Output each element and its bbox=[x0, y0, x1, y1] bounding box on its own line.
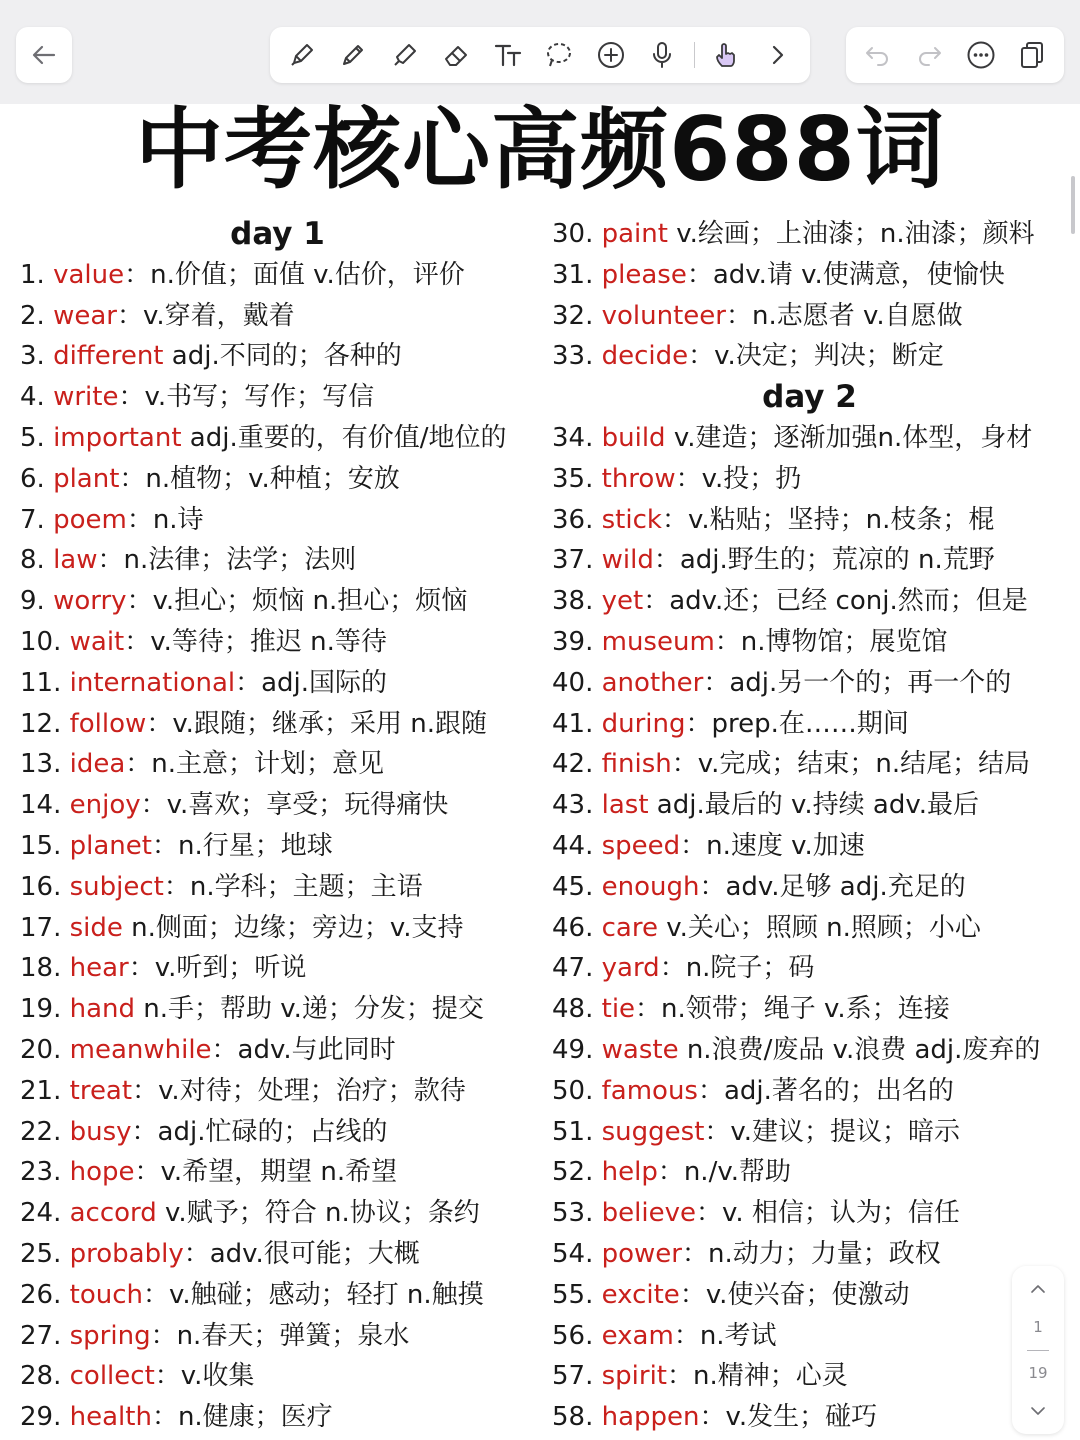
english-word: meanwhile bbox=[69, 1034, 212, 1065]
chinese-definition: ：v. 相信；认为；信任 bbox=[695, 1198, 960, 1229]
entry-number: 34. bbox=[552, 422, 602, 453]
chinese-definition: ：n.健康；医疗 bbox=[151, 1402, 333, 1433]
chevron-down-icon[interactable] bbox=[1023, 1396, 1053, 1426]
chinese-definition: ：adv.与此同时 bbox=[211, 1034, 396, 1065]
entry-number: 10. bbox=[20, 626, 70, 657]
english-word: yard bbox=[601, 953, 660, 984]
entry-number: 48. bbox=[552, 994, 602, 1025]
current-page-number: 1 bbox=[1033, 1317, 1043, 1336]
english-word: excite bbox=[601, 1279, 680, 1310]
highlighter-icon[interactable] bbox=[385, 35, 425, 75]
chinese-definition: ：v.希望，期望 n.希望 bbox=[134, 1157, 398, 1188]
vocab-entry bbox=[20, 948, 535, 989]
chinese-definition: ：adv.很可能；大概 bbox=[183, 1238, 420, 1269]
english-word: idea bbox=[69, 749, 126, 780]
chinese-definition: ：n.植物；v.种植；安放 bbox=[119, 463, 400, 494]
entry-number: 26. bbox=[20, 1279, 70, 1310]
english-word: build bbox=[601, 422, 666, 453]
day-heading: day 2 bbox=[762, 379, 857, 416]
english-word: suggest bbox=[601, 1116, 705, 1147]
english-word: worry bbox=[53, 586, 127, 617]
vocab-entry bbox=[552, 1030, 1067, 1071]
chevron-up-icon[interactable] bbox=[1023, 1274, 1053, 1304]
english-word: believe bbox=[601, 1198, 696, 1229]
chinese-definition: ：adv.还；已经 conj.然而；但是 bbox=[643, 586, 1028, 617]
vocab-entry bbox=[20, 1397, 535, 1438]
entry-number: 14. bbox=[20, 790, 70, 821]
vocab-entry bbox=[552, 1356, 1067, 1397]
vocab-entry bbox=[20, 1152, 535, 1193]
chinese-definition: ：prep.在……期间 bbox=[685, 708, 909, 739]
english-word: planet bbox=[69, 830, 152, 861]
pages-icon[interactable] bbox=[1012, 35, 1052, 75]
chinese-definition: ：n.法律；法学；法则 bbox=[97, 545, 357, 576]
tools-palette bbox=[270, 27, 810, 83]
entry-number: 55. bbox=[552, 1279, 602, 1310]
english-word: plant bbox=[53, 463, 120, 494]
entry-number: 31. bbox=[552, 259, 602, 290]
english-word: famous bbox=[601, 1075, 698, 1106]
entry-number: 15. bbox=[20, 830, 70, 861]
vocab-entry bbox=[20, 296, 535, 337]
english-word: international bbox=[69, 667, 236, 698]
chinese-definition: ：adj.野生的；荒凉的 n.荒野 bbox=[653, 545, 995, 576]
vocab-entry bbox=[552, 459, 1067, 500]
entry-number: 19. bbox=[20, 994, 70, 1025]
english-word: probably bbox=[69, 1238, 184, 1269]
english-word: help bbox=[601, 1157, 658, 1188]
entry-number: 38. bbox=[552, 586, 602, 617]
entry-number: 51. bbox=[552, 1116, 602, 1147]
chinese-definition: ：v.等待；推迟 n.等待 bbox=[124, 626, 387, 657]
english-word: volunteer bbox=[601, 300, 726, 331]
entry-number: 20. bbox=[20, 1034, 70, 1065]
entry-number: 12. bbox=[20, 708, 70, 739]
english-word: hand bbox=[69, 994, 136, 1025]
chinese-definition: ：n.价值；面值 v.估价，评价 bbox=[124, 259, 465, 290]
vocab-entry bbox=[552, 948, 1067, 989]
chinese-definition: ：adj.著名的；出名的 bbox=[697, 1075, 954, 1106]
lasso-icon[interactable] bbox=[539, 35, 579, 75]
entry-number: 36. bbox=[552, 504, 602, 535]
eraser-icon[interactable] bbox=[436, 35, 476, 75]
entry-number: 21. bbox=[20, 1075, 70, 1106]
chinese-definition: ：adv.请 v.使满意，使愉快 bbox=[686, 259, 1005, 290]
english-word: poem bbox=[53, 504, 127, 535]
chinese-definition: ：n.动力；力量；政权 bbox=[682, 1238, 941, 1269]
entry-number: 35. bbox=[552, 463, 602, 494]
chinese-definition: ：adj.忙碌的；占线的 bbox=[131, 1116, 388, 1147]
english-word: write bbox=[53, 382, 119, 413]
entry-number: 9. bbox=[20, 586, 54, 617]
entry-number: 2. bbox=[20, 300, 54, 331]
entry-number: 7. bbox=[20, 504, 54, 535]
entry-number: 52. bbox=[552, 1157, 602, 1188]
chinese-definition: ：n.速度 v.加速 bbox=[680, 830, 865, 861]
english-word: different bbox=[53, 341, 164, 372]
english-word: yet bbox=[601, 586, 644, 617]
vocab-entry bbox=[552, 500, 1067, 541]
english-word: follow bbox=[69, 708, 147, 739]
entry-number: 37. bbox=[552, 545, 602, 576]
more-icon[interactable] bbox=[961, 35, 1001, 75]
entry-number: 56. bbox=[552, 1320, 602, 1351]
vocab-entry bbox=[20, 1234, 535, 1275]
vocab-entry bbox=[552, 826, 1067, 867]
chinese-definition: ：v.决定；判决；断定 bbox=[688, 341, 944, 372]
vocab-entry bbox=[20, 459, 535, 500]
entry-number: 50. bbox=[552, 1075, 602, 1106]
entry-number: 43. bbox=[552, 790, 602, 821]
vocab-entry bbox=[552, 744, 1067, 785]
english-word: tie bbox=[601, 994, 636, 1025]
chinese-definition: adj.重要的，有价值/地位的 bbox=[181, 422, 507, 453]
chinese-definition: ：v.听到；听说 bbox=[128, 953, 307, 984]
vocab-entry bbox=[552, 704, 1067, 745]
vocab-entry bbox=[20, 500, 535, 541]
entry-number: 32. bbox=[552, 300, 602, 331]
page-divider bbox=[1027, 1350, 1049, 1351]
vocab-entry bbox=[552, 214, 1067, 255]
vocab-entry bbox=[552, 581, 1067, 622]
english-word: spring bbox=[69, 1320, 151, 1351]
vocab-entry bbox=[552, 1071, 1067, 1112]
english-word: stick bbox=[601, 504, 662, 535]
chinese-definition: ：n.诗 bbox=[126, 504, 204, 535]
english-word: another bbox=[601, 667, 704, 698]
english-word: waste bbox=[601, 1034, 679, 1065]
vocab-entry bbox=[20, 377, 535, 418]
vocab-entry bbox=[20, 418, 535, 459]
english-word: happen bbox=[601, 1402, 700, 1433]
chinese-definition: ：v.发生；碰巧 bbox=[699, 1402, 878, 1433]
chinese-definition: ：adj.国际的 bbox=[235, 667, 388, 698]
vocab-entry bbox=[20, 908, 535, 949]
entry-number: 45. bbox=[552, 871, 602, 902]
entry-number: 28. bbox=[20, 1361, 70, 1392]
vocab-entry bbox=[552, 908, 1067, 949]
chinese-definition: ：v.书写；写作；写信 bbox=[118, 382, 375, 413]
entry-number: 16. bbox=[20, 871, 70, 902]
chinese-definition: ：v.触碰；感动；轻打 n.触摸 bbox=[142, 1279, 484, 1310]
chinese-definition: ：v.对待；处理；治疗；款待 bbox=[132, 1075, 466, 1106]
vocab-entry bbox=[20, 1071, 535, 1112]
english-word: collect bbox=[69, 1361, 155, 1392]
entry-number: 18. bbox=[20, 953, 70, 984]
entry-number: 53. bbox=[552, 1198, 602, 1229]
english-word: busy bbox=[69, 1116, 132, 1147]
entry-number: 11. bbox=[20, 667, 70, 698]
vocab-entry bbox=[552, 1152, 1067, 1193]
vocab-entry bbox=[552, 296, 1067, 337]
page-navigator bbox=[1012, 1266, 1064, 1434]
english-word: power bbox=[601, 1238, 682, 1269]
entry-number: 40. bbox=[552, 667, 602, 698]
vocab-entry bbox=[552, 785, 1067, 826]
top-toolbar bbox=[0, 0, 1080, 104]
chinese-definition: ：v.担心；烦恼 n.担心；烦恼 bbox=[126, 586, 468, 617]
entry-number: 13. bbox=[20, 749, 70, 780]
english-word: spirit bbox=[601, 1361, 668, 1392]
entry-number: 30. bbox=[552, 219, 602, 249]
vocab-entry bbox=[20, 989, 535, 1030]
english-word: enough bbox=[601, 871, 700, 902]
hand-pointer-icon[interactable] bbox=[707, 35, 747, 75]
chinese-definition: ：n.院子；码 bbox=[659, 953, 815, 984]
entry-number: 6. bbox=[20, 463, 54, 494]
english-word: care bbox=[601, 912, 658, 943]
right-word-column bbox=[552, 214, 1067, 1438]
english-word: treat bbox=[69, 1075, 133, 1106]
chinese-definition: n.手；帮助 v.递；分发；提交 bbox=[135, 994, 484, 1025]
english-word: health bbox=[69, 1402, 152, 1433]
english-word: hear bbox=[69, 953, 129, 984]
chinese-definition: ：v.收集 bbox=[154, 1361, 255, 1392]
pencil-icon[interactable] bbox=[333, 35, 373, 75]
entry-number: 25. bbox=[20, 1238, 70, 1269]
english-word: wait bbox=[69, 626, 125, 657]
chinese-definition: ：n./v.帮助 bbox=[657, 1157, 791, 1188]
english-word: value bbox=[53, 259, 125, 290]
english-word: hope bbox=[69, 1157, 135, 1188]
entry-number: 57. bbox=[552, 1361, 602, 1392]
vocab-entry bbox=[20, 1356, 535, 1397]
english-word: accord bbox=[69, 1198, 157, 1229]
entry-number: 23. bbox=[20, 1157, 70, 1188]
left-word-column bbox=[20, 214, 535, 1438]
entry-number: 22. bbox=[20, 1116, 70, 1147]
chinese-definition: ：v.喜欢；享受；玩得痛快 bbox=[140, 790, 449, 821]
english-word: last bbox=[601, 790, 649, 821]
vocab-entry bbox=[20, 704, 535, 745]
chinese-definition: ：v.穿着，戴着 bbox=[116, 300, 295, 331]
chinese-definition: v.建造；逐渐加强n.体型，身材 bbox=[665, 422, 1033, 453]
back-button[interactable] bbox=[16, 27, 72, 83]
entry-number: 17. bbox=[20, 912, 70, 943]
undo-icon[interactable] bbox=[858, 35, 898, 75]
history-actions bbox=[846, 27, 1064, 83]
vocab-entry bbox=[20, 663, 535, 704]
vocab-entry bbox=[552, 989, 1067, 1030]
vocab-entry bbox=[552, 418, 1067, 459]
vocab-entry bbox=[20, 581, 535, 622]
chinese-definition: ：n.领带；绳子 v.系；连接 bbox=[635, 994, 950, 1025]
chinese-definition: ：n.行星；地球 bbox=[151, 830, 333, 861]
chinese-definition: n.浪费/废品 v.浪费 adj.废弃的 bbox=[678, 1034, 1041, 1065]
chinese-definition: ：adj.另一个的；再一个的 bbox=[703, 667, 1012, 698]
english-word: museum bbox=[601, 626, 715, 657]
entry-number: 24. bbox=[20, 1198, 70, 1229]
vocab-entry bbox=[552, 867, 1067, 908]
entry-number: 3. bbox=[20, 341, 54, 372]
page-title: 中考核心高频688词 bbox=[135, 98, 945, 201]
entry-number: 8. bbox=[20, 545, 54, 576]
vocab-entry bbox=[20, 1316, 535, 1357]
entry-number: 58. bbox=[552, 1402, 602, 1433]
vocab-entry bbox=[552, 540, 1067, 581]
english-word: speed bbox=[601, 830, 681, 861]
chinese-definition: ：v.建议；提议；暗示 bbox=[704, 1116, 961, 1147]
chinese-definition: v.赋予；符合 n.协议；条约 bbox=[156, 1198, 480, 1229]
chinese-definition: ：v.跟随；继承；采用 n.跟随 bbox=[146, 708, 487, 739]
vocab-entry bbox=[552, 1193, 1067, 1234]
chinese-definition: ：n.考试 bbox=[673, 1320, 777, 1351]
vocab-entry bbox=[552, 1316, 1067, 1357]
vocab-entry bbox=[552, 663, 1067, 704]
vocab-entry bbox=[20, 336, 535, 377]
vocab-entry bbox=[20, 826, 535, 867]
chinese-definition: ：n.主意；计划；意见 bbox=[125, 749, 385, 780]
entry-number: 42. bbox=[552, 749, 602, 780]
english-word: side bbox=[69, 912, 123, 943]
english-word: wild bbox=[601, 545, 654, 576]
entry-number: 27. bbox=[20, 1320, 70, 1351]
microphone-icon[interactable] bbox=[642, 35, 682, 75]
vocab-entry bbox=[552, 1234, 1067, 1275]
vocab-entry bbox=[20, 1193, 535, 1234]
english-word: enjoy bbox=[69, 790, 141, 821]
vocab-entry bbox=[20, 255, 535, 296]
vocab-entry bbox=[20, 1275, 535, 1316]
toolbar-divider bbox=[694, 42, 695, 68]
vocab-entry bbox=[552, 1397, 1067, 1438]
entry-number: 54. bbox=[552, 1238, 602, 1269]
english-word: paint bbox=[601, 219, 668, 249]
text-icon[interactable] bbox=[488, 35, 528, 75]
chinese-definition: ：v.粘贴；坚持；n.枝条；棍 bbox=[661, 504, 995, 535]
vocab-entry bbox=[20, 540, 535, 581]
chinese-definition: ：n.博物馆；展览馆 bbox=[714, 626, 948, 657]
vocab-entry bbox=[20, 622, 535, 663]
chinese-definition: ：v.使兴奋；使激动 bbox=[679, 1279, 910, 1310]
english-word: wear bbox=[53, 300, 117, 331]
english-word: subject bbox=[69, 871, 164, 902]
english-word: during bbox=[601, 708, 686, 739]
chinese-definition: ：adv.足够 adj.充足的 bbox=[699, 871, 966, 902]
pen-icon[interactable] bbox=[282, 35, 322, 75]
vocab-entry bbox=[552, 1112, 1067, 1153]
redo-icon[interactable] bbox=[909, 35, 949, 75]
vocab-entry bbox=[20, 1030, 535, 1071]
entry-number: 47. bbox=[552, 953, 602, 984]
arrow-left-icon bbox=[24, 35, 64, 75]
entry-number: 49. bbox=[552, 1034, 602, 1065]
vocab-entry bbox=[552, 255, 1067, 296]
vocab-entry bbox=[552, 1275, 1067, 1316]
add-icon[interactable] bbox=[591, 35, 631, 75]
chevron-right-icon[interactable] bbox=[758, 35, 798, 75]
chinese-definition: ：v.投；扔 bbox=[675, 463, 802, 494]
entry-number: 1. bbox=[20, 259, 54, 290]
chinese-definition: v.绘画；上油漆；n.油漆；颜料 bbox=[667, 219, 1035, 249]
english-word: finish bbox=[601, 749, 672, 780]
english-word: throw bbox=[601, 463, 676, 494]
entry-number: 41. bbox=[552, 708, 602, 739]
day-heading: day 1 bbox=[230, 216, 325, 252]
chinese-definition: adj.不同的；各种的 bbox=[163, 341, 402, 372]
entry-number: 29. bbox=[20, 1402, 70, 1433]
entry-number: 39. bbox=[552, 626, 602, 657]
vocab-entry bbox=[20, 1112, 535, 1153]
vocab-entry bbox=[552, 336, 1067, 377]
english-word: important bbox=[53, 422, 182, 453]
vocab-entry bbox=[20, 744, 535, 785]
entry-number: 46. bbox=[552, 912, 602, 943]
english-word: touch bbox=[69, 1279, 143, 1310]
entry-number: 5. bbox=[20, 422, 54, 453]
vocab-entry bbox=[20, 867, 535, 908]
chinese-definition: v.关心；照顾 n.照顾；小心 bbox=[657, 912, 981, 943]
entry-number: 4. bbox=[20, 382, 54, 413]
chinese-definition: adj.最后的 v.持续 adv.最后 bbox=[648, 790, 979, 821]
vocab-entry bbox=[552, 622, 1067, 663]
chinese-definition: ：n.志愿者 v.自愿做 bbox=[725, 300, 963, 331]
chinese-definition: ：n.学科；主题；主语 bbox=[163, 871, 423, 902]
total-pages: 19 bbox=[1028, 1364, 1048, 1383]
english-word: decide bbox=[601, 341, 689, 372]
chinese-definition: n.侧面；边缘；旁边；v.支持 bbox=[122, 912, 464, 943]
entry-number: 33. bbox=[552, 341, 602, 372]
vocab-entry bbox=[20, 785, 535, 826]
chinese-definition: ：n.春天；弹簧；泉水 bbox=[150, 1320, 410, 1351]
english-word: please bbox=[601, 259, 687, 290]
english-word: exam bbox=[601, 1320, 674, 1351]
english-word: law bbox=[53, 545, 98, 576]
chinese-definition: ：v.完成；结束；n.结尾；结局 bbox=[671, 749, 1031, 780]
entry-number: 44. bbox=[552, 830, 602, 861]
chinese-definition: ：n.精神；心灵 bbox=[667, 1361, 848, 1392]
